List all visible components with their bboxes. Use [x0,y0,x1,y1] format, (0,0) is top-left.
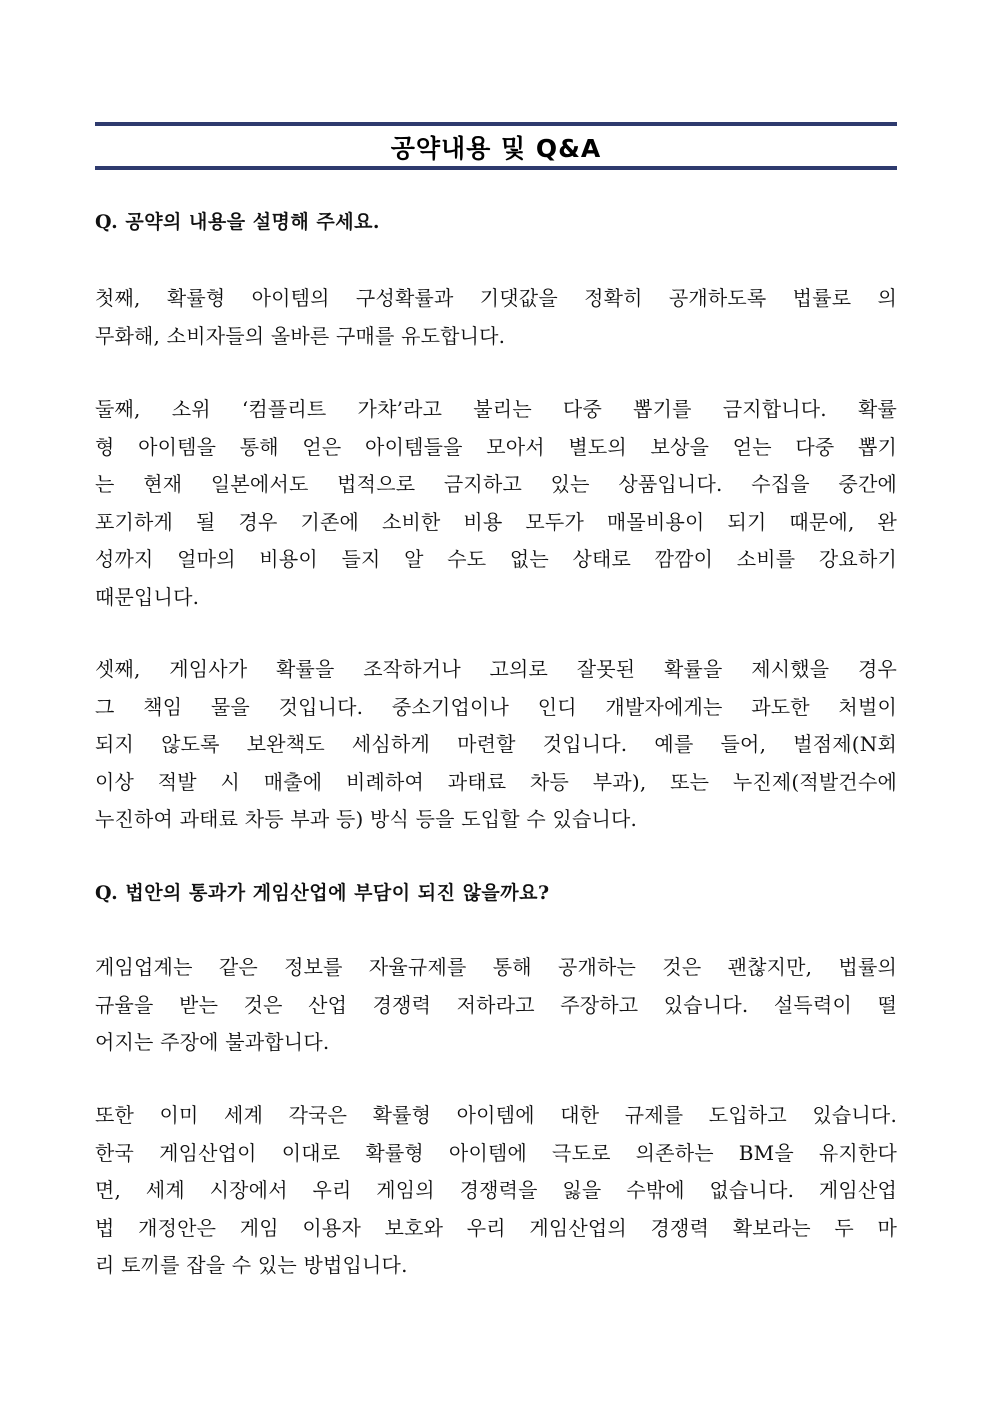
paragraph-line: 또한 이미 세계 각국은 확률형 아이템에 대한 규제를 도입하고 있습니다. [95,1103,897,1127]
paragraph-line: 법 개정안은 게임 이용자 보호와 우리 게임산업의 경쟁력 확보라는 두 마 [95,1215,897,1240]
paragraph-4 [95,949,897,1062]
paragraph-line: 한국 게임산업이 이대로 확률형 아이템에 극도로 의존하는 BM을 유지한다 [95,1140,897,1165]
paragraph-line: 때문입니다. [95,584,200,609]
paragraph-line: 그 책임 물을 것입니다. 중소기업이나 인디 개발자에게는 과도한 처벌이 [95,694,897,719]
paragraph-line: 리 토끼를 잡을 수 있는 방법입니다. [95,1253,408,1277]
paragraph-line: 이상 적발 시 매출에 비례하여 과태료 차등 부과), 또는 누진제(적발건수에 [95,769,897,794]
paragraph-5 [95,1097,897,1285]
paragraph-line: 무화해, 소비자들의 올바른 구매를 유도합니다. [95,323,506,348]
page-title: 공약내용 및 Q&A [390,134,602,163]
paragraph-line: 면, 세계 시장에서 우리 게임의 경쟁력을 잃을 수밖에 없습니다. 게임산업 [95,1178,897,1202]
question-2: Q. 법안의 통과가 게임산업에 부담이 되진 않을까요? [95,882,550,904]
paragraph-3 [95,651,897,839]
paragraph-line: 어지는 주장에 불과합니다. [95,1030,330,1054]
paragraph-line: 성까지 얼마의 비용이 들지 알 수도 없는 상태로 깜깜이 소비를 강요하기 [95,547,897,571]
question-1: Q. 공약의 내용을 설명해 주세요. [95,211,381,233]
paragraph-line: 누진하여 과태료 차등 부과 등) 방식 등을 도입할 수 있습니다. [95,807,638,831]
paragraph-2 [95,391,897,616]
paragraph-line: 셋째, 게임사가 확률을 조작하거나 고의로 잘못된 확률을 제시했을 경우 [95,657,897,681]
paragraph-1 [95,280,897,355]
paragraph-line: 형 아이템을 통해 얻은 아이템들을 모아서 별도의 보상을 얻는 다중 뽑기 [95,434,897,459]
paragraph-line: 규율을 받는 것은 산업 경쟁력 저하라고 주장하고 있습니다. 설득력이 떨 [95,992,897,1017]
paragraph-line: 첫째, 확률형 아이템의 구성확률과 기댓값을 정확히 공개하도록 법률로 의 [95,286,897,310]
paragraph-line: 되지 않도록 보완책도 세심하게 마련할 것입니다. 예를 들어, 벌점제(N회 [95,732,897,756]
paragraph-line: 둘째, 소위 ‘컴플리트 가챠’라고 불리는 다중 뽑기를 금지합니다. 확률 [95,397,897,421]
paragraph-line: 는 현재 일본에서도 법적으로 금지하고 있는 상품입니다. 수집을 중간에 [95,472,897,496]
paragraph-line: 게임업계는 같은 정보를 자율규제를 통해 공개하는 것은 괜찮지만, 법률의 [95,955,897,979]
paragraph-line: 포기하게 될 경우 기존에 소비한 비용 모두가 매몰비용이 되기 때문에, 완 [95,509,897,534]
title-banner [95,122,897,170]
